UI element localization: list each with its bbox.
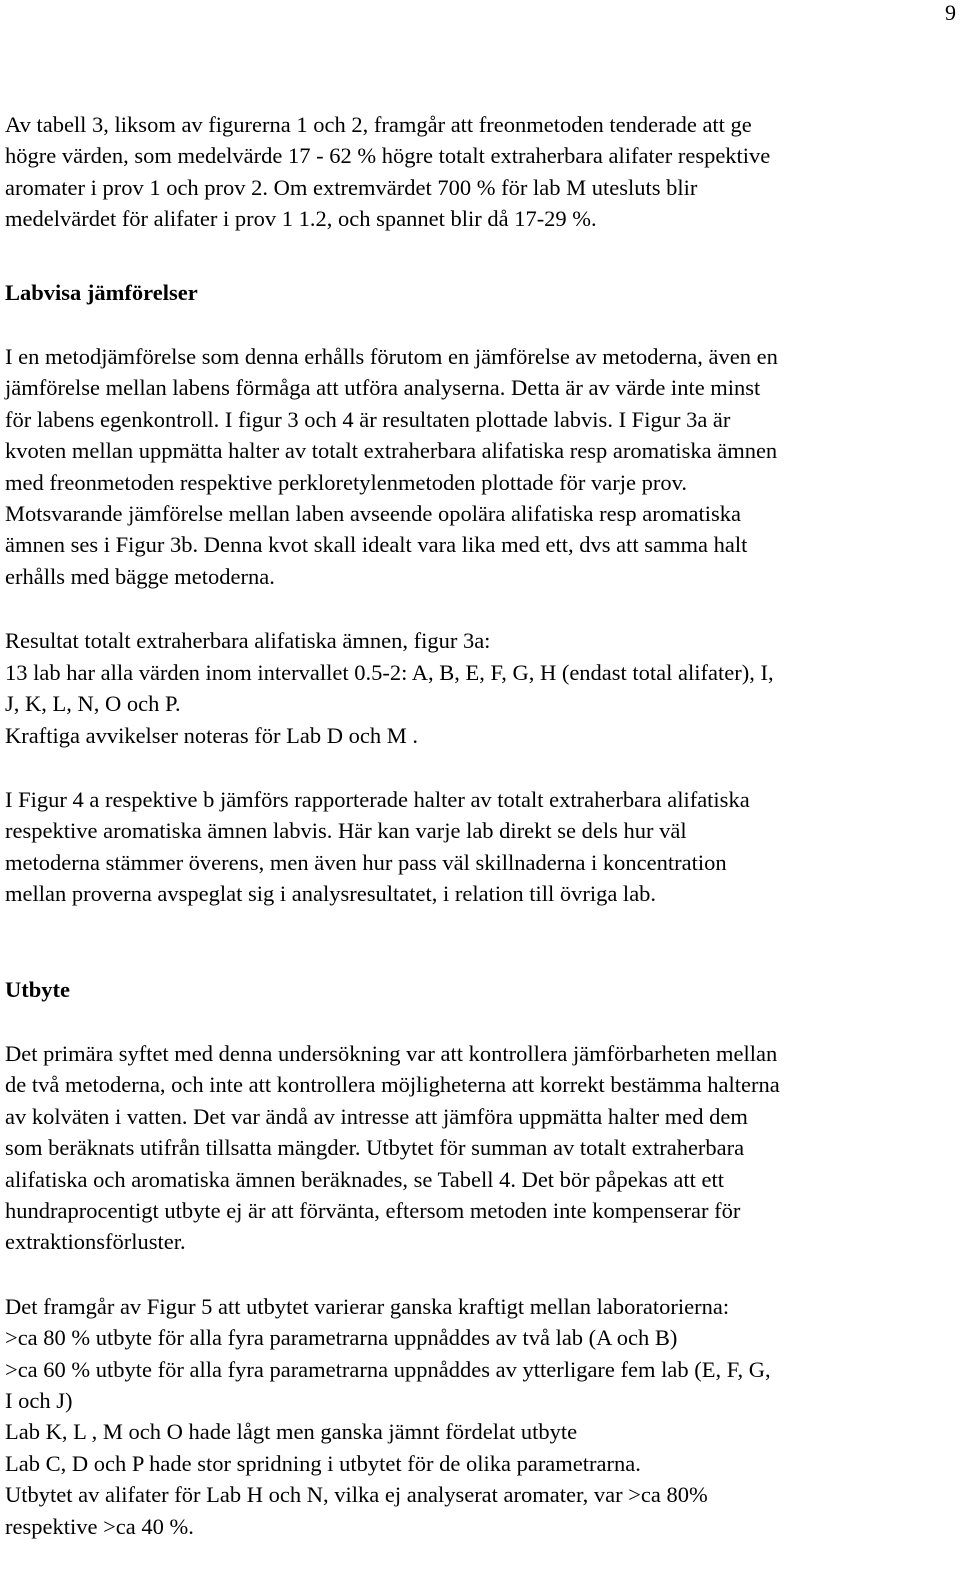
section-heading-utbyte: Utbyte: [5, 976, 70, 1002]
page-number: 9: [945, 0, 956, 25]
text-line: Utbytet av alifater för Lab H och N, vilka ej analyserat aromater, var >ca 80%: [5, 1482, 708, 1508]
text-line: hundraprocentigt utbyte ej är att förvänta, eftersom metoden inte kompenserar för: [5, 1197, 741, 1223]
text-line: aromater i prov 1 och prov 2. Om extremvärdet 700 % för lab M utesluts blir: [5, 174, 698, 200]
text-line: Motsvarande jämförelse mellan laben avseende opolära alifatiska resp aromatiska: [5, 501, 741, 527]
text-line: kvoten mellan uppmätta halter av totalt extraherbara alifatiska resp aromatiska ämnen: [5, 438, 778, 464]
text-line: ämnen ses i Figur 3b. Denna kvot skall idealt vara lika med ett, dvs att samma halt: [5, 532, 748, 558]
text-line: Resultat totalt extraherbara alifatiska ämnen, figur 3a:: [5, 628, 491, 654]
text-line: Det framgår av Figur 5 att utbytet varierar ganska kraftigt mellan laboratorierna:: [5, 1293, 730, 1319]
text-line: alifatiska och aromatiska ämnen beräknades, se Tabell 4. Det bör påpekas att ett: [5, 1166, 724, 1192]
text-line: mellan proverna avspeglat sig i analysresultatet, i relation till övriga lab.: [5, 881, 657, 907]
text-line: som beräknats utifrån tillsatta mängder. Utbytet för summan av totalt extraherbara: [5, 1135, 745, 1161]
text-line: Lab K, L , M och O hade lågt men ganska jämnt fördelat utbyte: [5, 1419, 578, 1445]
text-line: J, K, L, N, O och P.: [5, 691, 181, 717]
text-line: extraktionsförluster.: [5, 1229, 186, 1255]
text-line: Det primära syftet med denna undersökning var att kontrollera jämförbarheten mellan: [5, 1040, 778, 1066]
text-line: >ca 80 % utbyte för alla fyra parametrarna uppnåddes av två lab (A och B): [5, 1325, 678, 1351]
section-heading-labvisa: Labvisa jämförelser: [5, 279, 198, 305]
text-line: Lab C, D och P hade stor spridning i utbytet för de olika parametrarna.: [5, 1450, 641, 1476]
text-line: Av tabell 3, liksom av figurerna 1 och 2, framgår att freonmetoden tenderade att ge: [5, 112, 752, 137]
paragraph-freon-results: [5, 109, 957, 235]
text-line: I en metodjämförelse som denna erhålls förutom en jämförelse av metoderna, även en: [5, 344, 778, 370]
text-line: respektive aromatiska ämnen labvis. Här kan varje lab direkt se dels hur väl: [5, 818, 687, 844]
paragraph-figure-3a-results: [5, 625, 957, 751]
text-line: med freonmetoden respektive perkloretylenmetoden plottade för varje prov.: [5, 469, 688, 495]
text-line: medelvärdet för alifater i prov 1 1.2, och spannet blir då 17-29 %.: [5, 206, 597, 232]
text-line: respektive >ca 40 %.: [5, 1513, 194, 1539]
paragraph-recovery-purpose: [5, 1038, 957, 1258]
text-line: metoderna stämmer överens, men även hur pass väl skillnaderna i koncentration: [5, 849, 727, 875]
text-line: av kolväten i vatten. Det var ändå av intresse att jämföra uppmätta halter med dem: [5, 1103, 748, 1129]
text-line: jämförelse mellan labens förmåga att utföra analyserna. Detta är av värde inte minst: [5, 375, 761, 401]
text-line: erhålls med bägge metoderna.: [5, 563, 275, 589]
text-line: högre värden, som medelvärde 17 - 62 % högre totalt extraherbara alifater respektive: [5, 143, 771, 169]
paragraph-figure-5-recovery: [5, 1291, 957, 1542]
paragraph-method-comparison: [5, 341, 957, 592]
text-line: Kraftiga avvikelser noteras för Lab D och M .: [5, 722, 418, 748]
document-body: [5, 109, 957, 1542]
text-line: 13 lab har alla värden inom intervallet 0.5-2: A, B, E, F, G, H (endast total alifater), I,: [5, 659, 774, 685]
text-line: I Figur 4 a respektive b jämförs rapporterade halter av totalt extraherbara alifatiska: [5, 786, 750, 812]
text-line: I och J): [5, 1388, 73, 1413]
text-line: för labens egenkontroll. I figur 3 och 4 är resultaten plottade labvis. I Figur 3a är: [5, 406, 731, 432]
text-line: de två metoderna, och inte att kontrollera möjligheterna att korrekt bestämma halterna: [5, 1072, 780, 1098]
text-line: >ca 60 % utbyte för alla fyra parametrarna uppnåddes av ytterligare fem lab (E, F, G,: [5, 1356, 771, 1382]
paragraph-figure-4: [5, 784, 957, 910]
